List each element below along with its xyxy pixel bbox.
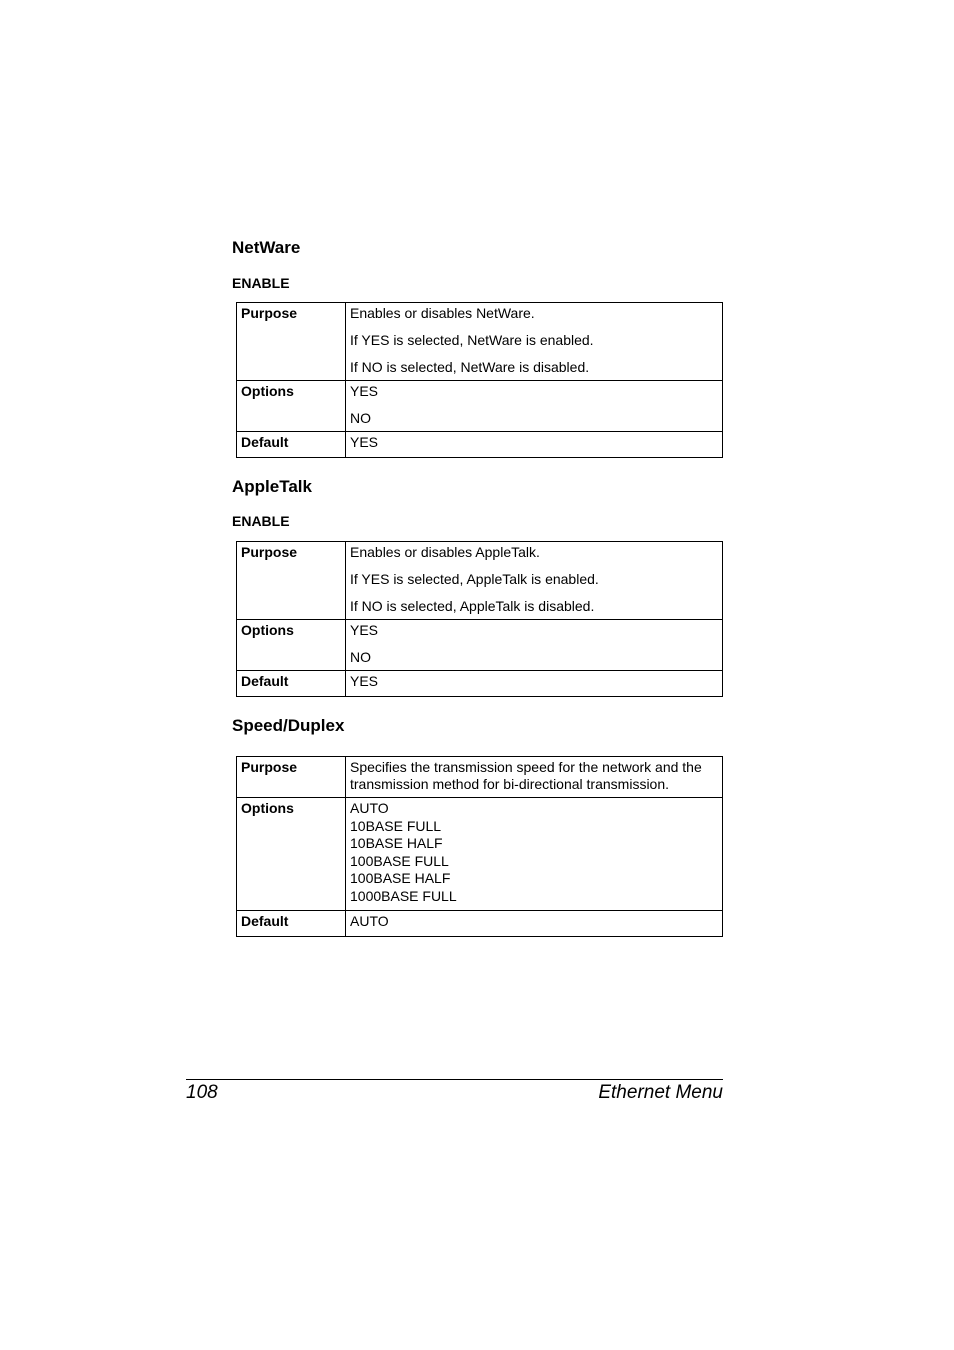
- subsection-title-appletalk-enable: ENABLE: [232, 513, 290, 529]
- row-value: [346, 303, 723, 381]
- footer-divider: [186, 1079, 723, 1080]
- row-value: [346, 381, 723, 432]
- row-value: [346, 620, 723, 671]
- value-line: NO: [350, 649, 371, 665]
- section-title-speed-duplex: Speed/Duplex: [232, 716, 345, 735]
- value-line: YES: [350, 673, 379, 689]
- value-line: If NO is selected, AppleTalk is disabled.: [350, 598, 595, 614]
- value-line: Enables or disables AppleTalk.: [350, 544, 540, 560]
- row-label: Default: [237, 910, 346, 936]
- value-line: AUTO: [350, 912, 389, 929]
- value-line: If YES is selected, AppleTalk is enabled.: [350, 571, 599, 587]
- section-title-netware: NetWare: [232, 238, 301, 257]
- row-label: Options: [237, 620, 346, 671]
- value-line: 1000BASE FULL: [350, 887, 457, 904]
- value-line: If NO is selected, NetWare is disabled.: [350, 359, 590, 375]
- value-line: NO: [350, 410, 371, 426]
- table-row-default: [237, 910, 723, 936]
- row-value: [346, 671, 723, 697]
- row-label: Purpose: [237, 542, 346, 620]
- table-row-options: [237, 381, 723, 432]
- row-label: Default: [237, 671, 346, 697]
- table-row-default: [237, 671, 723, 697]
- value-line: YES: [350, 622, 379, 638]
- table-row-purpose: [237, 757, 723, 798]
- table-row-purpose: [237, 542, 723, 620]
- row-value: [346, 542, 723, 620]
- row-label: Options: [237, 381, 346, 432]
- value-line: YES: [350, 383, 379, 399]
- value-line: 100BASE FULL: [350, 852, 449, 869]
- row-label: Default: [237, 432, 346, 458]
- value-line: Enables or disables NetWare.: [350, 305, 535, 321]
- value-text: Specifies the transmission speed for the network and the transmission method for bi-directional transmission.: [350, 759, 702, 792]
- row-value: [346, 432, 723, 458]
- table-row-options: [237, 620, 723, 671]
- netware-enable-table: [236, 302, 723, 458]
- value-line: 10BASE FULL: [350, 817, 442, 834]
- subsection-title-netware-enable: ENABLE: [232, 275, 290, 291]
- appletalk-enable-table: [236, 541, 723, 697]
- value-line: 100BASE HALF: [350, 870, 451, 887]
- value-line: 10BASE HALF: [350, 835, 443, 852]
- table-row-purpose: [237, 303, 723, 381]
- value-line: YES: [350, 434, 379, 450]
- row-label: Purpose: [237, 757, 346, 798]
- section-title-appletalk: AppleTalk: [232, 477, 312, 496]
- row-value: [346, 910, 723, 936]
- footer-chapter-title: Ethernet Menu: [598, 1082, 723, 1103]
- value-line: If YES is selected, NetWare is enabled.: [350, 332, 594, 348]
- table-row-options: [237, 798, 723, 911]
- page-number: 108: [186, 1082, 218, 1103]
- table-row-default: [237, 432, 723, 458]
- row-value: [346, 798, 723, 911]
- row-label: Options: [237, 798, 346, 911]
- row-label: Purpose: [237, 303, 346, 381]
- row-value: [346, 757, 723, 798]
- value-line: AUTO: [350, 800, 389, 816]
- speed-duplex-table: [236, 756, 723, 937]
